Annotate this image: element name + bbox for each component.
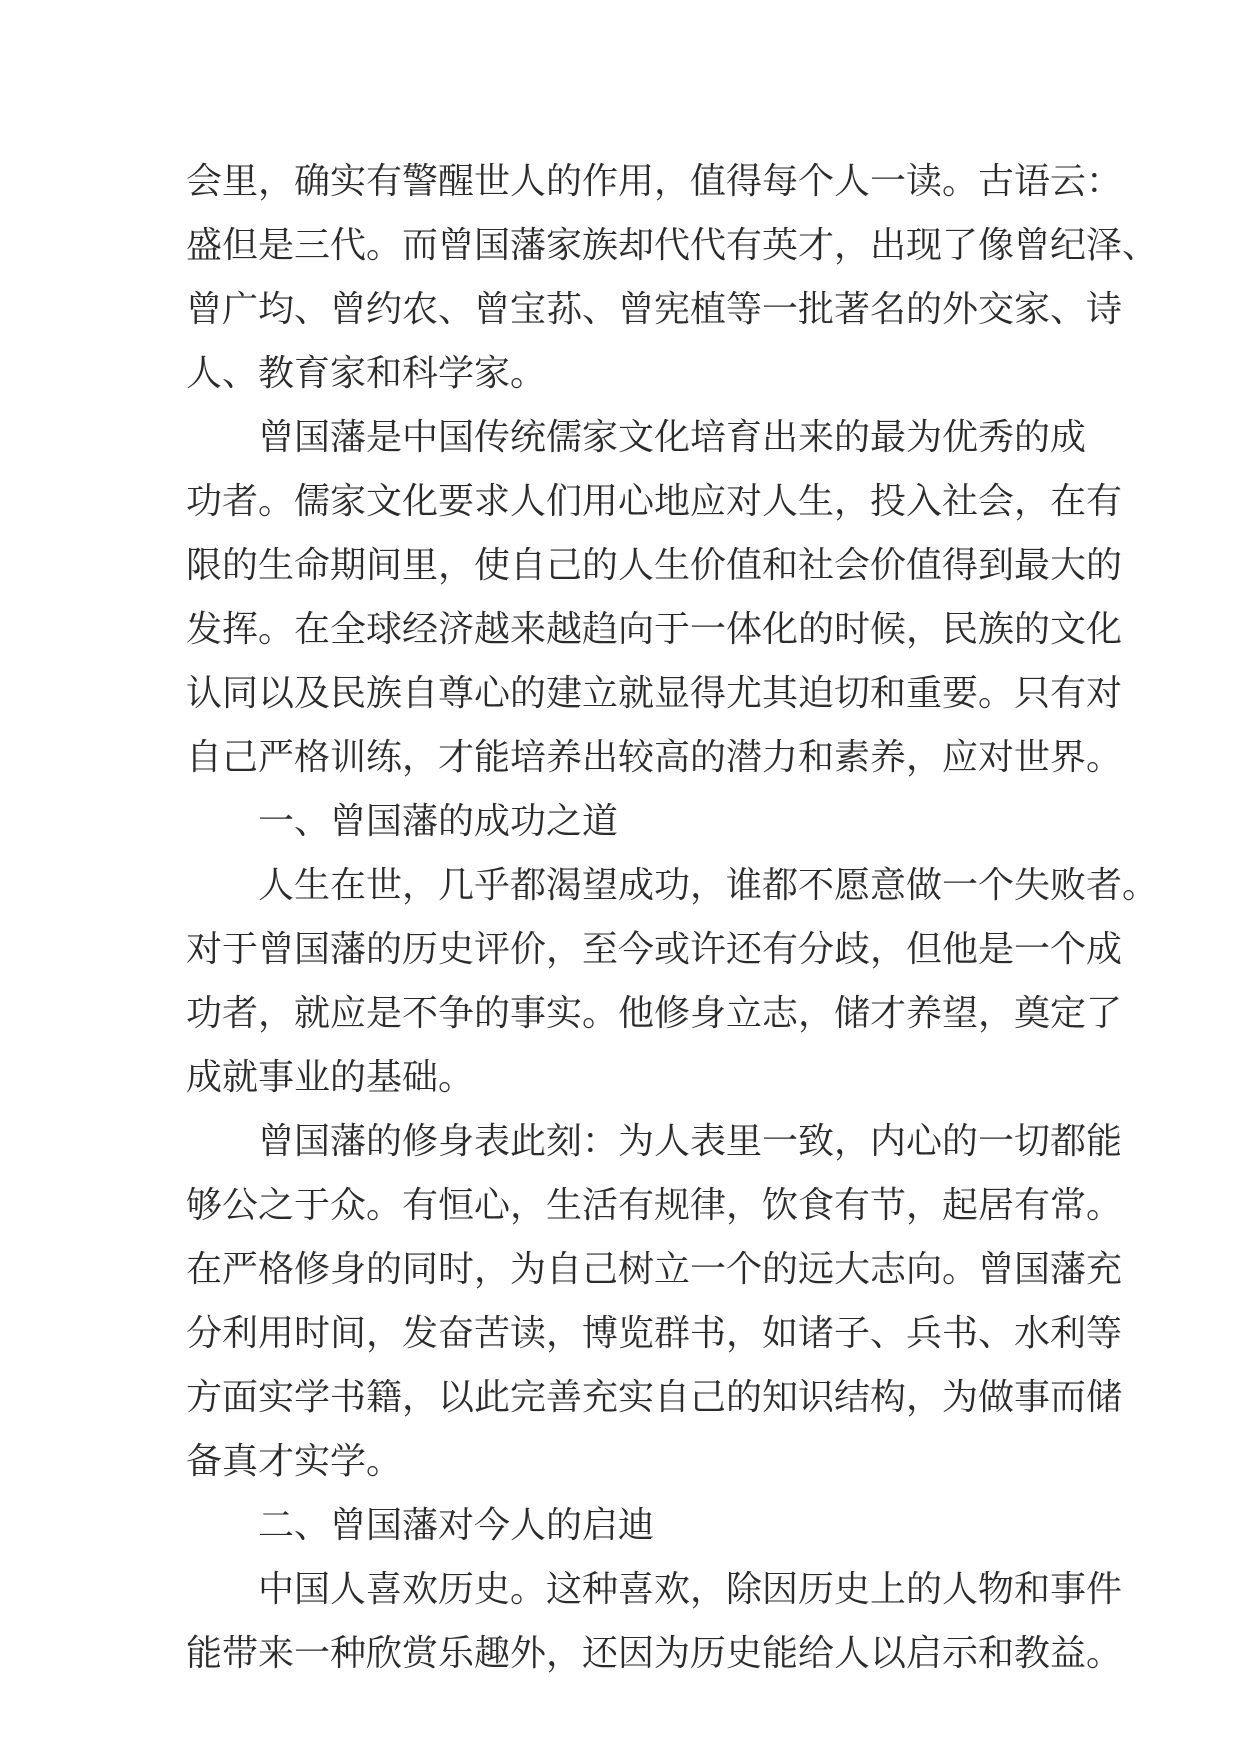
text-line: 自己严格训练，才能培养出较高的潜力和素养，应对世界。 — [186, 737, 1123, 778]
text-line: 功者。儒家文化要求人们用心地应对人生，投入社会，在有 — [186, 481, 1123, 522]
text-line: 会里，确实有警醒世人的作用，值得每个人一读。古语云： — [186, 161, 1123, 202]
text-line: 功者，就应是不争的事实。他修身立志，储才养望，奠定了 — [186, 993, 1123, 1034]
text-line: 一、曾国藩的成功之道 — [258, 801, 619, 842]
text-line: 对于曾国藩的历史评价，至今或许还有分歧，但他是一个成 — [186, 929, 1123, 970]
text-line: 曾国藩的修身表此刻：为人表里一致，内心的一切都能 — [258, 1121, 1123, 1162]
text-line: 方面实学书籍，以此完善充实自己的知识结构，为做事而储 — [186, 1377, 1123, 1418]
text-line: 人、教育家和科学家。 — [186, 353, 547, 394]
text-line: 分利用时间，发奋苦读，博览群书，如诸子、兵书、水利等 — [186, 1313, 1123, 1354]
body-text — [186, 150, 1159, 1686]
text-line: 二、曾国藩对今人的启迪 — [258, 1505, 655, 1546]
text-line: 中国人喜欢历史。这种喜欢，除因历史上的人物和事件 — [258, 1569, 1123, 1610]
text-line: 曾广均、曾约农、曾宝荪、曾宪植等一批著名的外交家、诗 — [186, 289, 1123, 330]
text-line: 够公之于众。有恒心，生活有规律，饮食有节，起居有常。 — [186, 1185, 1123, 1226]
text-line: 发挥。在全球经济越来越趋向于一体化的时候，民族的文化 — [186, 609, 1123, 650]
text-line: 成就事业的基础。 — [186, 1057, 475, 1098]
text-line: 曾国藩是中国传统儒家文化培育出来的最为优秀的成 — [258, 417, 1087, 458]
text-line: 认同以及民族自尊心的建立就显得尤其迫切和重要。只有对 — [186, 673, 1123, 714]
text-line: 备真才实学。 — [186, 1441, 403, 1482]
text-line: 盛但是三代。而曾国藩家族却代代有英才，出现了像曾纪泽、 — [186, 225, 1159, 266]
text-line: 限的生命期间里，使自己的人生价值和社会价值得到最大的 — [186, 545, 1123, 586]
text-line: 人生在世，几乎都渴望成功，谁都不愿意做一个失败者。 — [258, 865, 1159, 906]
text-line: 在严格修身的同时，为自己树立一个的远大志向。曾国藩充 — [186, 1249, 1123, 1290]
text-line: 能带来一种欣赏乐趣外，还因为历史能给人以启示和教益。 — [186, 1633, 1123, 1674]
